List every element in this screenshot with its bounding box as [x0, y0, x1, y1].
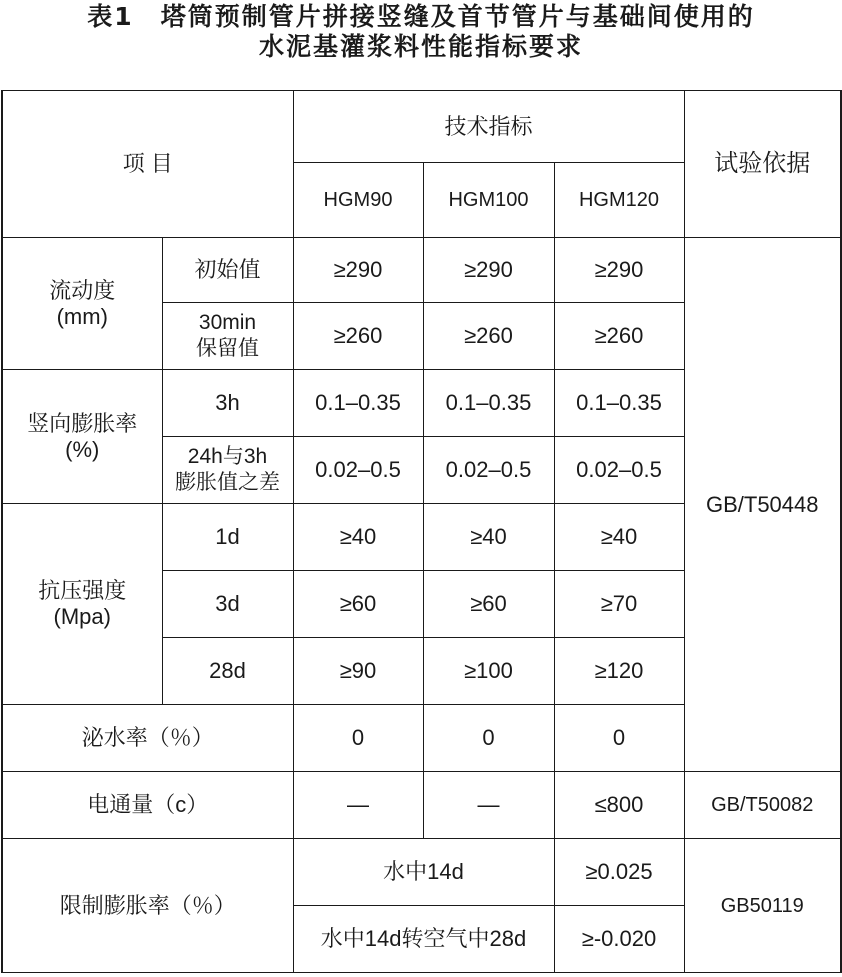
electric-hgm100: —	[423, 772, 554, 839]
strength-1d-hgm90: ≥40	[293, 504, 423, 571]
expansion-3h-hgm100: 0.1–0.35	[423, 370, 554, 437]
strength-label: 抗压强度 (Mpa)	[2, 504, 162, 705]
expansion-diff-hgm90: 0.02–0.5	[293, 437, 423, 504]
basis-gb50119: GB50119	[684, 839, 841, 973]
expansion-diff-hgm100: 0.02–0.5	[423, 437, 554, 504]
restrained-air28-label: 水中14d转空气中28d	[293, 906, 554, 973]
flow-retained-hgm120: ≥260	[554, 303, 684, 370]
title-line-1: 表1 塔筒预制管片拼接竖缝及首节管片与基础间使用的	[87, 2, 755, 31]
strength-28d-hgm90: ≥90	[293, 638, 423, 705]
bleeding-hgm100: 0	[423, 705, 554, 772]
flow-retained-hgm100: ≥260	[423, 303, 554, 370]
expansion-3h-hgm120: 0.1–0.35	[554, 370, 684, 437]
flow-label: 流动度 (mm)	[2, 238, 162, 370]
restrained-water14-label: 水中14d	[293, 839, 554, 906]
electric-hgm120: ≤800	[554, 772, 684, 839]
strength-1d-hgm120: ≥40	[554, 504, 684, 571]
restrained-water14-value: ≥0.025	[554, 839, 684, 906]
grade-hgm90: HGM90	[293, 163, 423, 238]
expansion-label: 竖向膨胀率 (%)	[2, 370, 162, 504]
bleeding-hgm120: 0	[554, 705, 684, 772]
strength-3d-hgm90: ≥60	[293, 571, 423, 638]
strength-3d-hgm100: ≥60	[423, 571, 554, 638]
header-tech: 技术指标	[293, 91, 684, 163]
expansion-3h-hgm90: 0.1–0.35	[293, 370, 423, 437]
header-item: 项 目	[2, 91, 293, 238]
spec-table	[1, 90, 842, 973]
strength-1d-label: 1d	[162, 504, 293, 571]
grade-hgm100: HGM100	[423, 163, 554, 238]
strength-3d-label: 3d	[162, 571, 293, 638]
bleeding-hgm90: 0	[293, 705, 423, 772]
electric-hgm90: —	[293, 772, 423, 839]
expansion-3h-label: 3h	[162, 370, 293, 437]
strength-1d-hgm100: ≥40	[423, 504, 554, 571]
strength-28d-hgm100: ≥100	[423, 638, 554, 705]
electric-label: 电通量（c）	[2, 772, 293, 839]
strength-28d-hgm120: ≥120	[554, 638, 684, 705]
flow-initial-hgm120: ≥290	[554, 238, 684, 303]
basis-gb50082: GB/T50082	[684, 772, 841, 839]
flow-initial-hgm100: ≥290	[423, 238, 554, 303]
bleeding-label: 泌水率（％）	[2, 705, 293, 772]
flow-retained-label: 30min 保留值	[162, 303, 293, 370]
strength-28d-label: 28d	[162, 638, 293, 705]
strength-3d-hgm120: ≥70	[554, 571, 684, 638]
title-line-2: 水泥基灌浆料性能指标要求	[258, 32, 583, 61]
expansion-diff-hgm120: 0.02–0.5	[554, 437, 684, 504]
flow-initial-label: 初始值	[162, 238, 293, 303]
flow-initial-hgm90: ≥290	[293, 238, 423, 303]
header-basis: 试验依据	[684, 91, 841, 238]
flow-retained-hgm90: ≥260	[293, 303, 423, 370]
basis-gb50448: GB/T50448	[684, 238, 841, 772]
grade-hgm120: HGM120	[554, 163, 684, 238]
restrained-label: 限制膨胀率（％）	[2, 839, 293, 973]
expansion-diff-label: 24h与3h 膨胀值之差	[162, 437, 293, 504]
restrained-air28-value: ≥-0.020	[554, 906, 684, 973]
